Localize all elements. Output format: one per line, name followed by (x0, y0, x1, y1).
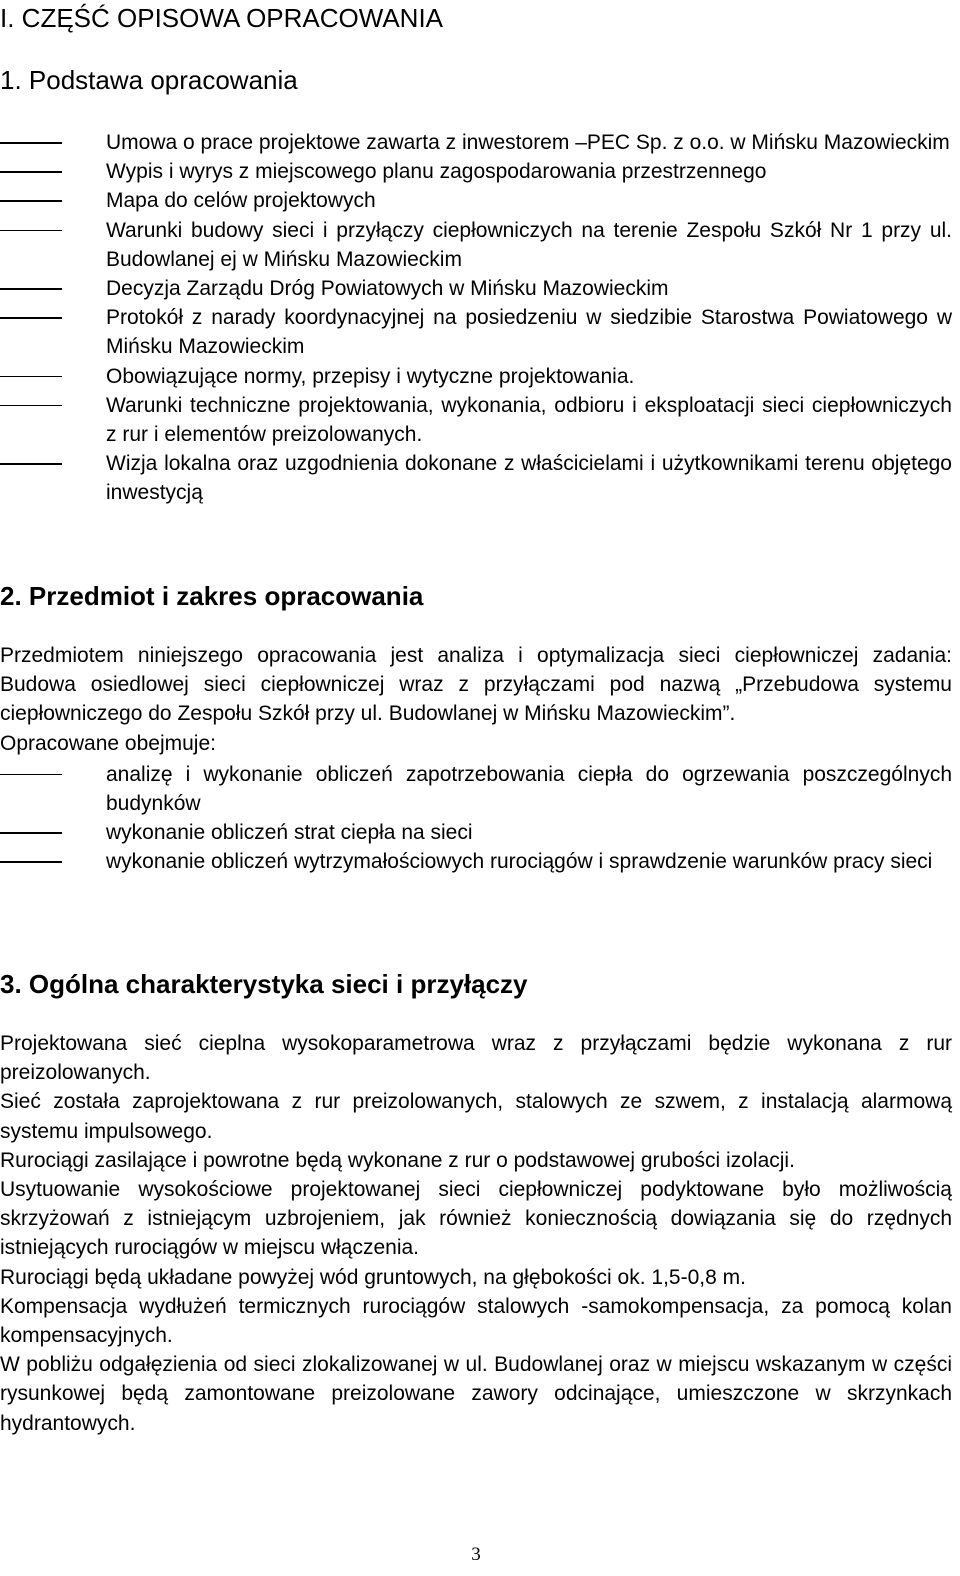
list-item: Umowa o prace projektowe zawarta z inwestorem –PEC Sp. z o.o. w Mińsku Mazowieckim (0, 128, 952, 157)
section-3-paragraph: Kompensacja wydłużeń termicznych rurociągów stalowych -samokompensacja, za pomocą kolan kompensacyjnych. (0, 1294, 952, 1348)
section-2-list (0, 760, 952, 877)
dash-bullet-icon (0, 405, 62, 407)
section-3-paragraph: Rurociągi będą układane powyżej wód gruntowych, na głębokości ok. 1,5-0,8 m. (0, 1265, 746, 1289)
dash-bullet-icon (0, 376, 62, 378)
section-1-title: 1. Podstawa opracowania (0, 65, 298, 95)
page-number: 3 (471, 1544, 481, 1565)
section-3-title: 3. Ogólna charakterystyka sieci i przyłączy (0, 969, 528, 999)
section-2-body (0, 641, 952, 877)
list-item: Wypis i wyrys z miejscowego planu zagospodarowania przestrzennego (0, 157, 952, 186)
section-2-paragraph: Przedmiotem niniejszego opracowania jest analiza i optymalizacja sieci ciepłowniczej zadania: Budowa osiedlowej sieci ciepłowniczej wraz z przyłączami pod nazwą „Przebudowa systemu ciepłowniczego do Zespołu Szkół przy ul. Budowlanej w Mińsku Mazowieckim”. (0, 644, 952, 726)
dash-bullet-icon (0, 142, 62, 144)
dash-bullet-icon (0, 317, 62, 319)
section-3-paragraph: W pobliżu odgałęzienia od sieci zlokalizowanej w ul. Budowlanej oraz w miejscu wskazanym w części rysunkowej będą zamontowane preizolowane zawory odcinające, umieszczone w skrzynkach hydrantowych. (0, 1353, 952, 1435)
section-3-paragraph: Projektowana sieć cieplna wysokoparametrowa wraz z przyłączami będzie wykonana z rur preizolowanych. (0, 1032, 952, 1085)
section-3-paragraph: Rurociągi zasilające i powrotne będą wykonane z rur o podstawowej grubości izolacji. (0, 1148, 795, 1172)
list-item: Protokół z narady koordynacyjnej na posiedzeniu w siedzibie Starostwa Powiatowego w Mińsku Mazowieckim (0, 303, 952, 361)
section-1-list-block (0, 128, 952, 508)
dash-bullet-icon (0, 200, 62, 202)
list-item: wykonanie obliczeń wytrzymałościowych rurociągów i sprawdzenie warunków pracy sieci (0, 847, 952, 876)
section-3-paragraph: Sieć została zaprojektowana z rur preizolowanych, stalowych ze szwem, z instalacją alarmową systemu impulsowego. (0, 1090, 952, 1143)
list-item: Decyzja Zarządu Dróg Powiatowych w Mińsku Mazowieckim (0, 274, 952, 303)
section-2-title: 2. Przedmiot i zakres opracowania (0, 581, 424, 611)
dash-bullet-icon (0, 288, 62, 290)
part-title: I. CZĘŚĆ OPISOWA OPRACOWANIA (0, 3, 444, 33)
list-item: Obowiązujące normy, przepisy i wytyczne projektowania. (0, 362, 952, 391)
list-item: analizę i wykonanie obliczeń zapotrzebowania ciepła do ogrzewania poszczególnych budynków (0, 760, 952, 818)
section-3-body (0, 1029, 952, 1438)
dash-bullet-icon (0, 171, 62, 173)
section-2-intro: Opracowane obejmuje: (0, 731, 216, 755)
section-3-paragraph: Usytuowanie wysokościowe projektowanej sieci ciepłowniczej podyktowane było możliwością skrzyżowań z istniejącym uzbrojeniem, jak również koniecznością dowiązania się do rzędnych istniejących rurociągów w miejscu włączenia. (0, 1178, 952, 1260)
list-item: wykonanie obliczeń strat ciepła na sieci (0, 818, 952, 847)
section-1-list (0, 128, 952, 508)
list-item: Mapa do celów projektowych (0, 186, 952, 215)
dash-bullet-icon (0, 861, 62, 863)
dash-bullet-icon (0, 230, 62, 232)
dash-bullet-icon (0, 832, 62, 834)
list-item: Wizja lokalna oraz uzgodnienia dokonane z właścicielami i użytkownikami terenu objętego inwestycją (0, 449, 952, 507)
list-item: Warunki techniczne projektowania, wykonania, odbioru i eksploatacji sieci ciepłowniczych z rur i elementów preizolowanych. (0, 391, 952, 449)
dash-bullet-icon (0, 774, 62, 776)
list-item: Warunki budowy sieci i przyłączy ciepłowniczych na terenie Zespołu Szkół Nr 1 przy ul. Budowlanej ej w Mińsku Mazowieckim (0, 216, 952, 274)
dash-bullet-icon (0, 463, 62, 465)
